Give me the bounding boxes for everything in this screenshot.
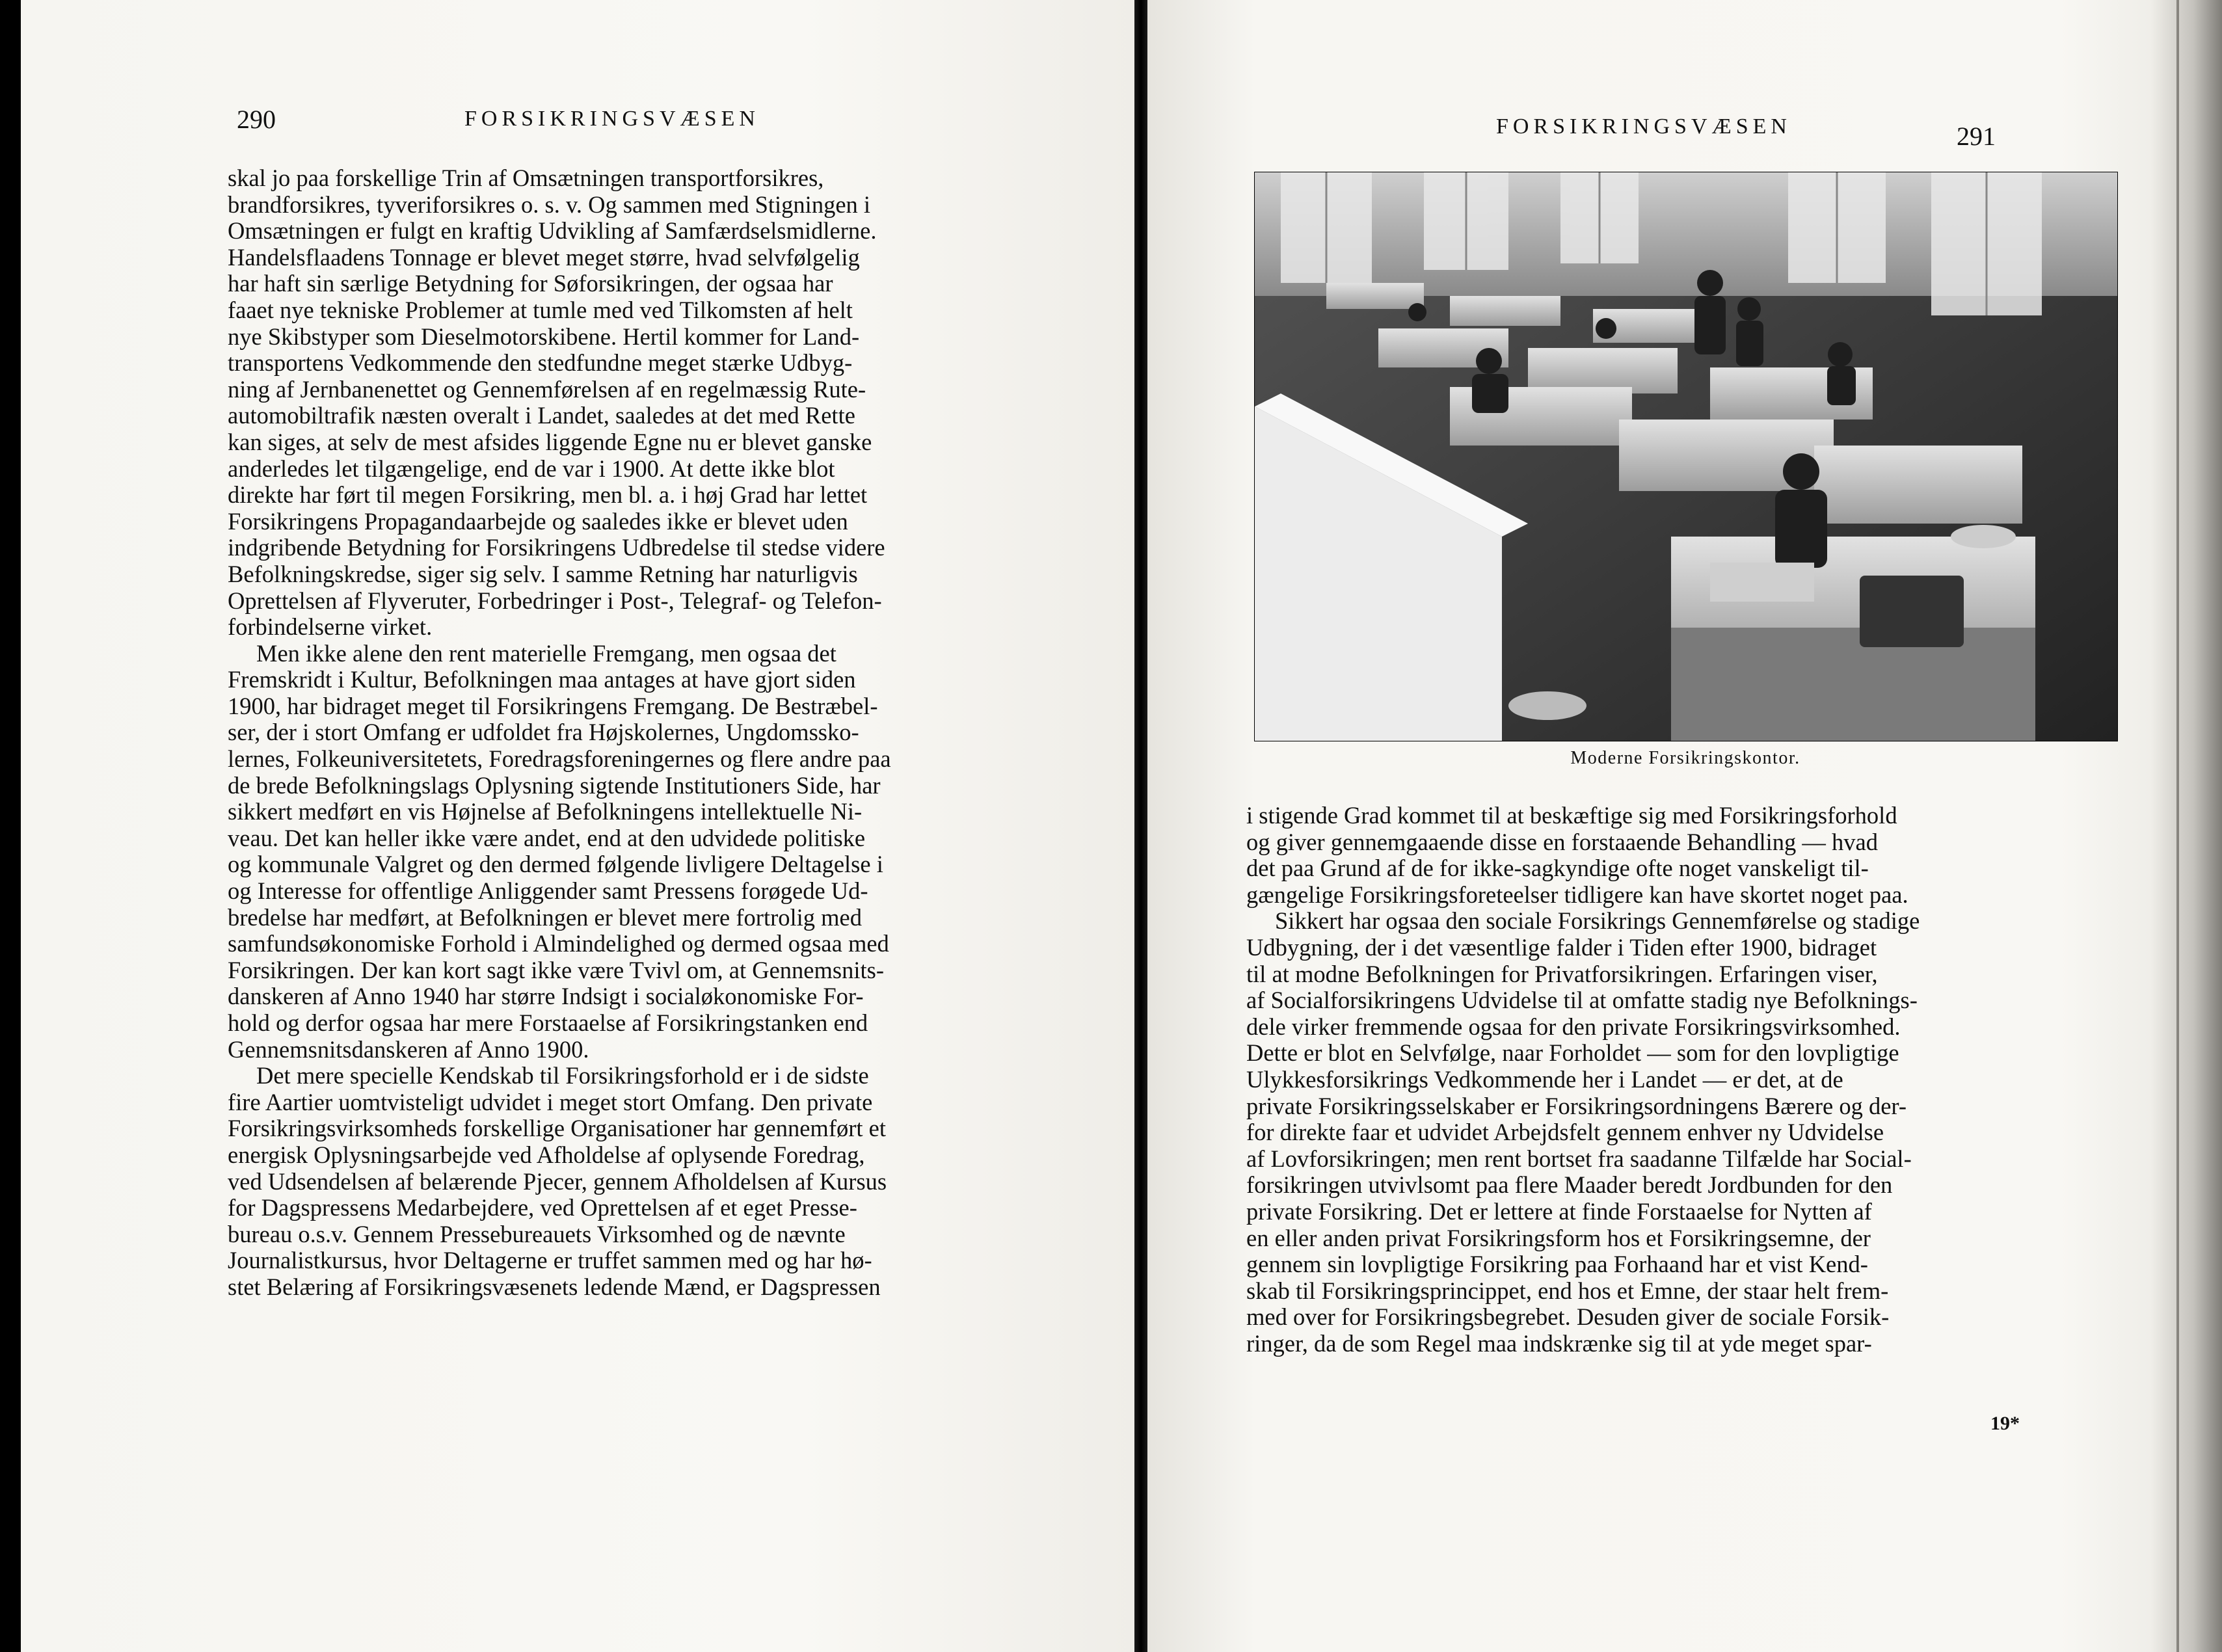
text-line: Fremskridt i Kultur, Befolkningen maa antages at have gjort siden xyxy=(228,666,856,693)
page-edge-shadow xyxy=(2150,0,2222,1652)
text-line: hold og derfor ogsaa har mere Forstaaelse af Forsikringstanken end xyxy=(228,1009,868,1036)
text-line: Det mere specielle Kendskab til Forsikringsforhold er i de sidste xyxy=(256,1062,869,1089)
office-photo-illustration xyxy=(1255,172,2117,741)
text-line: Men ikke alene den rent materielle Fremgang, men ogsaa det xyxy=(256,639,837,667)
text-line: har haft sin særlige Betydning for Søforsikringen, der ogsaa har xyxy=(228,270,833,297)
text-line: Forsikringen. Der kan kort sagt ikke være Tvivl om, at Gennemsnits- xyxy=(228,956,884,983)
text-line: ringer, da de som Regel maa indskrænke sig til at yde meget spar- xyxy=(1246,1329,1872,1357)
text-line: danskeren af Anno 1940 har større Indsigt i socialøkonomiske For- xyxy=(228,983,864,1010)
text-line: lernes, Folkeuniversitetets, Foredragsforeningernes og flere andre paa xyxy=(228,745,891,773)
text-line: de brede Befolkningslags Oplysning sigtende Institutioners Side, har xyxy=(228,771,881,799)
text-line: Journalistkursus, hvor Deltagerne er truffet sammen med og har hø- xyxy=(228,1247,872,1274)
text-line: for direkte faar et udvidet Arbejdsfelt gennem enhver ny Udvidelse xyxy=(1246,1119,1884,1146)
text-line: transportens Vedkommende den stedfundne meget stærke Udbyg- xyxy=(228,349,853,377)
text-line: ser, der i stort Omfang er udfoldet fra Højskolernes, Ungdomssko- xyxy=(228,719,859,746)
text-line: direkte har ført til megen Forsikring, men bl. a. i høj Grad har lettet xyxy=(228,481,868,509)
text-line: gennem sin lovpligtige Forsikring paa Forhaand har et vist Kend- xyxy=(1246,1251,1868,1278)
signature-mark: 19* xyxy=(1990,1413,2020,1434)
text-line: indgribende Betydning for Forsikringens Udbredelse til stedse videre xyxy=(228,534,885,561)
text-line: Sikkert har ogsaa den sociale Forsikrings Gennemførelse og stadige xyxy=(1275,907,1920,935)
text-line: fire Aartier uomtvisteligt udvidet i meget stort Omfang. Den private xyxy=(228,1088,873,1115)
text-line: gængelige Forsikringsforeteelser tidligere kan have skortet noget paa. xyxy=(1246,881,1908,908)
text-line: ved Udsendelsen af belærende Pjecer, gennem Afholdelsen af Kursus xyxy=(228,1167,887,1195)
text-line: skab til Forsikringsprincippet, end hos et Emne, der staar helt frem- xyxy=(1246,1277,1889,1304)
text-line: sikkert medført en vis Højnelse af Befolkningens intellektuelle Ni- xyxy=(228,798,863,825)
text-line: samfundsøkonomiske Forhold i Almindelighed og dermed ogsaa med xyxy=(228,930,889,957)
text-line: Befolkningskredse, siger sig selv. I samme Retning har naturligvis xyxy=(228,560,858,587)
right-body-text xyxy=(1246,803,2111,1357)
text-line: private Forsikring. Det er lettere at finde Forstaaelse for Nytten af xyxy=(1246,1197,1872,1225)
text-line: brandforsikres, tyveriforsikres o. s. v. Og sammen med Stigningen i xyxy=(228,191,871,218)
text-line: det paa Grund af de for ikke-sagkyndige ofte noget vanskeligt til- xyxy=(1246,855,1869,882)
text-line: og Interesse for offentlige Anliggender samt Pressens forøgede Ud- xyxy=(228,877,868,905)
text-line: stet Belæring af Forsikringsvæsenets ledende Mænd, er Dagspressen xyxy=(228,1273,881,1300)
text-line: en eller anden privat Forsikringsform hos et Forsikringsemne, der xyxy=(1246,1224,1871,1251)
text-line: Udbygning, der i det væsentlige falder i Tiden efter 1900, bidraget xyxy=(1246,933,1877,961)
text-line: private Forsikringsselskaber er Forsikringsordningens Bærere og der- xyxy=(1246,1092,1907,1119)
text-line: bureau o.s.v. Gennem Pressebureauets Virksomhed og de nævnte xyxy=(228,1220,846,1247)
text-line: og giver gennemgaaende disse en forstaaende Behandling — hvad xyxy=(1246,828,1878,855)
left-body-text xyxy=(228,165,1049,1301)
text-line: Ulykkesforsikrings Vedkommende her i Landet — er det, at de xyxy=(1246,1065,1843,1093)
office-photograph xyxy=(1254,172,2118,741)
text-line: dele virker fremmende ogsaa for den private Forsikringsvirksomhed. xyxy=(1246,1013,1901,1040)
text-line: energisk Oplysningsarbejde ved Afholdelse af oplysende Foredrag, xyxy=(228,1141,865,1168)
text-line: Omsætningen er fulgt en kraftig Udvikling af Samfærdselsmidlerne. xyxy=(228,217,877,245)
text-line: automobiltrafik næsten overalt i Landet, saaledes at det med Rette xyxy=(228,402,855,429)
text-line: bredelse har medført, at Befolkningen er blevet mere fortrolig med xyxy=(228,903,862,931)
text-line: forbindelserne virket. xyxy=(228,613,433,641)
page-number-left: 290 xyxy=(237,105,276,134)
figure-caption: Moderne Forsikringskontor. xyxy=(1570,748,1800,768)
text-line: veau. Det kan heller ikke være andet, end at den udvidede politiske xyxy=(228,824,866,851)
book-gutter xyxy=(1134,0,1147,1652)
text-line: for Dagspressens Medarbejdere, ved Oprettelsen af et eget Presse- xyxy=(228,1194,857,1221)
text-line: faaet nye tekniske Problemer at tumle med ved Tilkomsten af helt xyxy=(228,296,853,323)
text-line: anderledes let tilgængelige, end de var i 1900. At dette ikke blot xyxy=(228,455,835,482)
text-line: med over for Forsikringsbegrebet. Desuden giver de sociale Forsik- xyxy=(1246,1303,1890,1331)
text-line: Forsikringsvirksomheds forskellige Organisationer har gennemført et xyxy=(228,1115,886,1142)
text-line: forsikringen utvivlsomt paa flere Maader beredt Jordbunden for den xyxy=(1246,1171,1893,1199)
text-line: ning af Jernbanenettet og Gennemførelsen af en regelmæssig Rute- xyxy=(228,375,866,403)
left-page xyxy=(21,0,1134,1652)
text-line: 1900, har bidraget meget til Forsikringens Fremgang. De Bestræbel- xyxy=(228,692,878,719)
page-number-right: 291 xyxy=(1957,122,1996,151)
text-line: skal jo paa forskellige Trin af Omsætningen transportforsikres, xyxy=(228,165,824,191)
running-head-left: FORSIKRINGSVÆSEN xyxy=(464,107,760,131)
right-page xyxy=(1147,0,2222,1652)
text-line: af Lovforsikringen; men rent bortset fra saadanne Tilfælde har Social- xyxy=(1246,1145,1912,1172)
text-line: og kommunale Valgret og den dermed følgende livligere Deltagelse i xyxy=(228,851,883,878)
text-line: nye Skibstyper som Dieselmotorskibene. Hertil kommer for Land- xyxy=(228,323,860,350)
text-line: af Socialforsikringens Udvidelse til at omfatte stadig nye Befolknings- xyxy=(1246,987,1918,1014)
text-line: Forsikringens Propagandaarbejde og saaledes ikke er blevet uden xyxy=(228,507,848,535)
text-line: i stigende Grad kommet til at beskæftige sig med Forsikringsforhold xyxy=(1246,802,1897,829)
text-line: Oprettelsen af Flyveruter, Forbedringer i Post-, Telegraf- og Telefon- xyxy=(228,587,882,614)
text-line: Handelsflaadens Tonnage er blevet meget større, hvad selvfølgelig xyxy=(228,243,860,271)
text-line: Dette er blot en Selvfølge, naar Forholdet — som for den lovpligtige xyxy=(1246,1039,1899,1067)
running-head-right: FORSIKRINGSVÆSEN xyxy=(1496,114,1791,139)
text-line: kan siges, at selv de mest afsides liggende Egne nu er blevet ganske xyxy=(228,428,872,455)
text-line: Gennemsnitsdanskeren af Anno 1900. xyxy=(228,1035,589,1063)
text-line: til at modne Befolkningen for Privatforsikringen. Erfaringen viser, xyxy=(1246,960,1878,987)
